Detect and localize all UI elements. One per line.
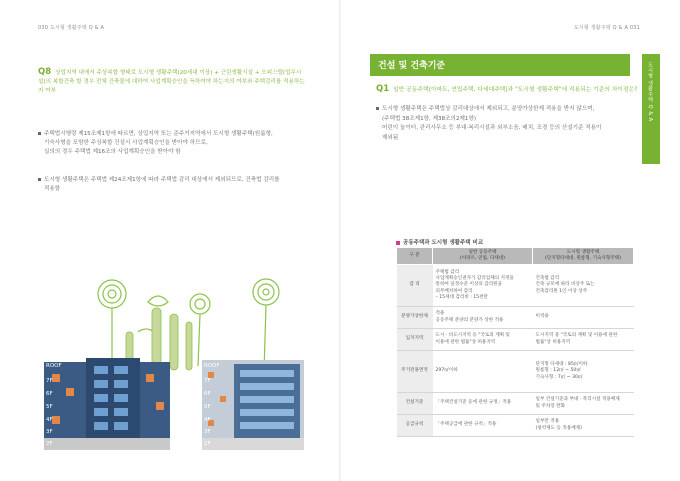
- cell-general-housing: [433, 415, 533, 437]
- row-label: 주거전용면적: [397, 351, 433, 393]
- answer-block-1: [38, 130, 313, 157]
- row-label: 분양가상한제: [397, 307, 433, 329]
- right-page-header: 도시형 생활주택 Q & A 031: [573, 25, 640, 31]
- cell-line: 법률"상 허용지역: [535, 339, 571, 345]
- page-gutter: [339, 0, 341, 481]
- cell-general-housing: [433, 265, 533, 307]
- cell-line: 297㎡이하: [435, 368, 458, 374]
- cell-line: 및 주차장 완화: [535, 403, 566, 409]
- answer-block-right: [376, 105, 638, 143]
- left-floor-label: 6F: [46, 391, 53, 397]
- header-line: (아파트, 연립, 다세대): [460, 256, 505, 261]
- cell-line: 「주택건설기준 등에 관한 규정」적용: [435, 400, 512, 406]
- cell-general-housing: [433, 393, 533, 415]
- cell-line: 건축감리원 1인 이상 상주: [535, 288, 588, 294]
- cell-line: 주택법 감리: [435, 269, 460, 275]
- cell-line: 「주택공급에 관한 규칙」적용: [435, 422, 497, 428]
- cell-line: 이용에 관한 법률"상 허용지역: [435, 339, 496, 345]
- table-row: [397, 265, 634, 307]
- table-row: [397, 351, 634, 393]
- header-line: 일반 공동주택: [468, 250, 497, 255]
- bullet-icon: [38, 178, 41, 181]
- left-floor-label: 5F: [46, 404, 53, 410]
- answer-line-1: 도시형 생활주택은 주택법상 감리대상에서 제외되고, 분양가상한제 적용을 받지 않으며,: [382, 106, 595, 112]
- right-floor-label: 7F: [204, 378, 211, 384]
- header-urban-housing: [533, 248, 634, 265]
- answer-line-4: 제외됨: [382, 134, 399, 141]
- question-text: 일반 공동주택(아파트, 연립주택, 다세대주택)과 "도시형 생활주택"에 적용되는 기준의 차이점은?: [393, 87, 638, 93]
- comparison-table: [396, 247, 634, 437]
- left-floor-label: ROOF: [46, 363, 62, 369]
- question-number: Q1: [376, 84, 390, 94]
- right-floor-label: 4F: [204, 417, 211, 423]
- cell-line: 건축 규모에 따라 비상주 또는: [535, 282, 595, 288]
- answer-line-2: (주택법 38조제1항, 제38조의2제1항): [382, 115, 477, 122]
- cell-urban-housing: [533, 415, 634, 437]
- building-illustration: [38, 262, 310, 450]
- cell-line: 건축법 감리: [535, 276, 560, 282]
- table-title-text: 공동주택과 도시형 생활주택 비교: [403, 240, 484, 246]
- cell-line: – 15세대 감리비 : 15천만: [435, 294, 488, 300]
- row-label: 입지지역: [397, 329, 433, 351]
- left-floor-label: 4F: [46, 417, 53, 423]
- right-floor-label: 5F: [204, 404, 211, 410]
- right-floor-label: 3F: [204, 429, 211, 435]
- right-floor-label: 2F: [204, 441, 211, 447]
- cell-line: 기숙사형 : 7㎡ ~ 30㎡: [535, 374, 583, 380]
- answer-2-line-1: 도시형 생활주택은 주택법 제24조제1항에 따라 주택법 감리 대상에서 제외되므로, 건축법 감리를: [44, 177, 280, 183]
- cell-line: 적용: [435, 311, 445, 317]
- cell-line: 사업계획승인권자가 감리업체의 지정을: [435, 276, 514, 282]
- side-tab: [642, 54, 660, 164]
- bullet-icon: [38, 132, 41, 135]
- bullet-icon: [376, 107, 379, 110]
- cell-urban-housing: [533, 329, 634, 351]
- header-category: 구 분: [397, 248, 433, 265]
- table-row: [397, 307, 634, 329]
- cell-urban-housing: [533, 351, 634, 393]
- cell-line: 공동주택 분양의 분양가 상한 적용: [435, 317, 504, 323]
- question-q1: [376, 85, 638, 95]
- section-title-band: [370, 54, 630, 76]
- answer-block-2: [38, 176, 313, 194]
- cell-urban-housing: [533, 393, 634, 415]
- table-row: [397, 393, 634, 415]
- cell-line: 통하여 일정수준 이상의 감리원을: [435, 282, 503, 288]
- cell-line: (청약제도 등 적용배제): [535, 425, 582, 431]
- answer-1-line-3: 실의의 경우 주택법 제16조의 사업계획승인을 받아야 함: [44, 149, 181, 155]
- side-tab-label: 도시형 생활주택 Q & A: [647, 62, 653, 122]
- table-row: [397, 329, 634, 351]
- cell-urban-housing: [533, 307, 634, 329]
- question-text: 상업지역 내에서 주상복합 형태로 도시형 생활주택(20세대 이상) + 근린생활시설 + 오피스텔(업무시설)의 복합건축 할 경우 전체 건축물에 대하여 사업계획승인을 득하여야 하는지의 여부와 주택감리를 적용하는지 여부: [38, 70, 305, 94]
- answer-1-line-1: 주택법시행령 제15조제1항에 따르면, 상업지역 또는 준주거지역에서 도시형 생활주택(원룸형,: [44, 131, 273, 137]
- cell-line: 미적용: [535, 314, 549, 320]
- section-title: 건설 및 건축기준: [378, 61, 446, 71]
- header-line: 도시형 생활주택: [566, 250, 600, 255]
- header-line: (단지형타세대, 원룸형, 기숙사형주택): [545, 256, 621, 261]
- right-floor-label: 6F: [204, 391, 211, 397]
- cell-line: 원룸형 : 12㎡ ~ 50㎡: [535, 368, 581, 374]
- cell-line: 일부만 적용: [535, 419, 560, 425]
- table-row: [397, 415, 634, 437]
- question-number: Q8: [38, 67, 52, 77]
- cell-general-housing: [433, 351, 533, 393]
- answer-line-3: 어린이 놀이터, 관리사무소 등 부대·복리시설과 외부소음, 배치, 조경 등의 산설기준 적용이: [382, 125, 602, 131]
- cell-line: 도시지역 중 "국토의 계획 및 이용에 관한: [535, 333, 618, 339]
- left-page-header: 030 도시형 생활주택 Q & A: [38, 25, 105, 31]
- cell-line: 단지형 다세대 : 85㎡이하: [535, 362, 588, 368]
- question-q8: [38, 68, 308, 96]
- cell-line: 의무배치하여 감리: [435, 288, 473, 294]
- cell-line: 일부 건설기준과 부대 · 복리시설 적용배제: [535, 397, 620, 403]
- left-floor-label: 2F: [46, 441, 53, 447]
- right-floor-label: ROOF: [204, 363, 220, 369]
- left-floor-label: 3F: [46, 429, 53, 435]
- row-label: 감 리: [397, 265, 433, 307]
- table-title-marker-icon: [396, 241, 400, 245]
- row-label: 공급규칙: [397, 415, 433, 437]
- cell-general-housing: [433, 329, 533, 351]
- header-general-housing: [433, 248, 533, 265]
- cell-general-housing: [433, 307, 533, 329]
- cell-urban-housing: [533, 265, 634, 307]
- left-floor-label: 7F: [46, 378, 53, 384]
- table-header-row: [397, 248, 634, 265]
- row-label: 건설기준: [397, 393, 433, 415]
- cell-line: 도시 · 비도시지역 등 "국토의 계획 및: [435, 333, 510, 339]
- table-title: [396, 238, 483, 246]
- answer-1-line-2: 기숙사형을 포함한 주상복합 건설시 사업계획승인을 받아야 하므로,: [44, 140, 208, 146]
- answer-2-line-2: 적용함: [44, 186, 61, 192]
